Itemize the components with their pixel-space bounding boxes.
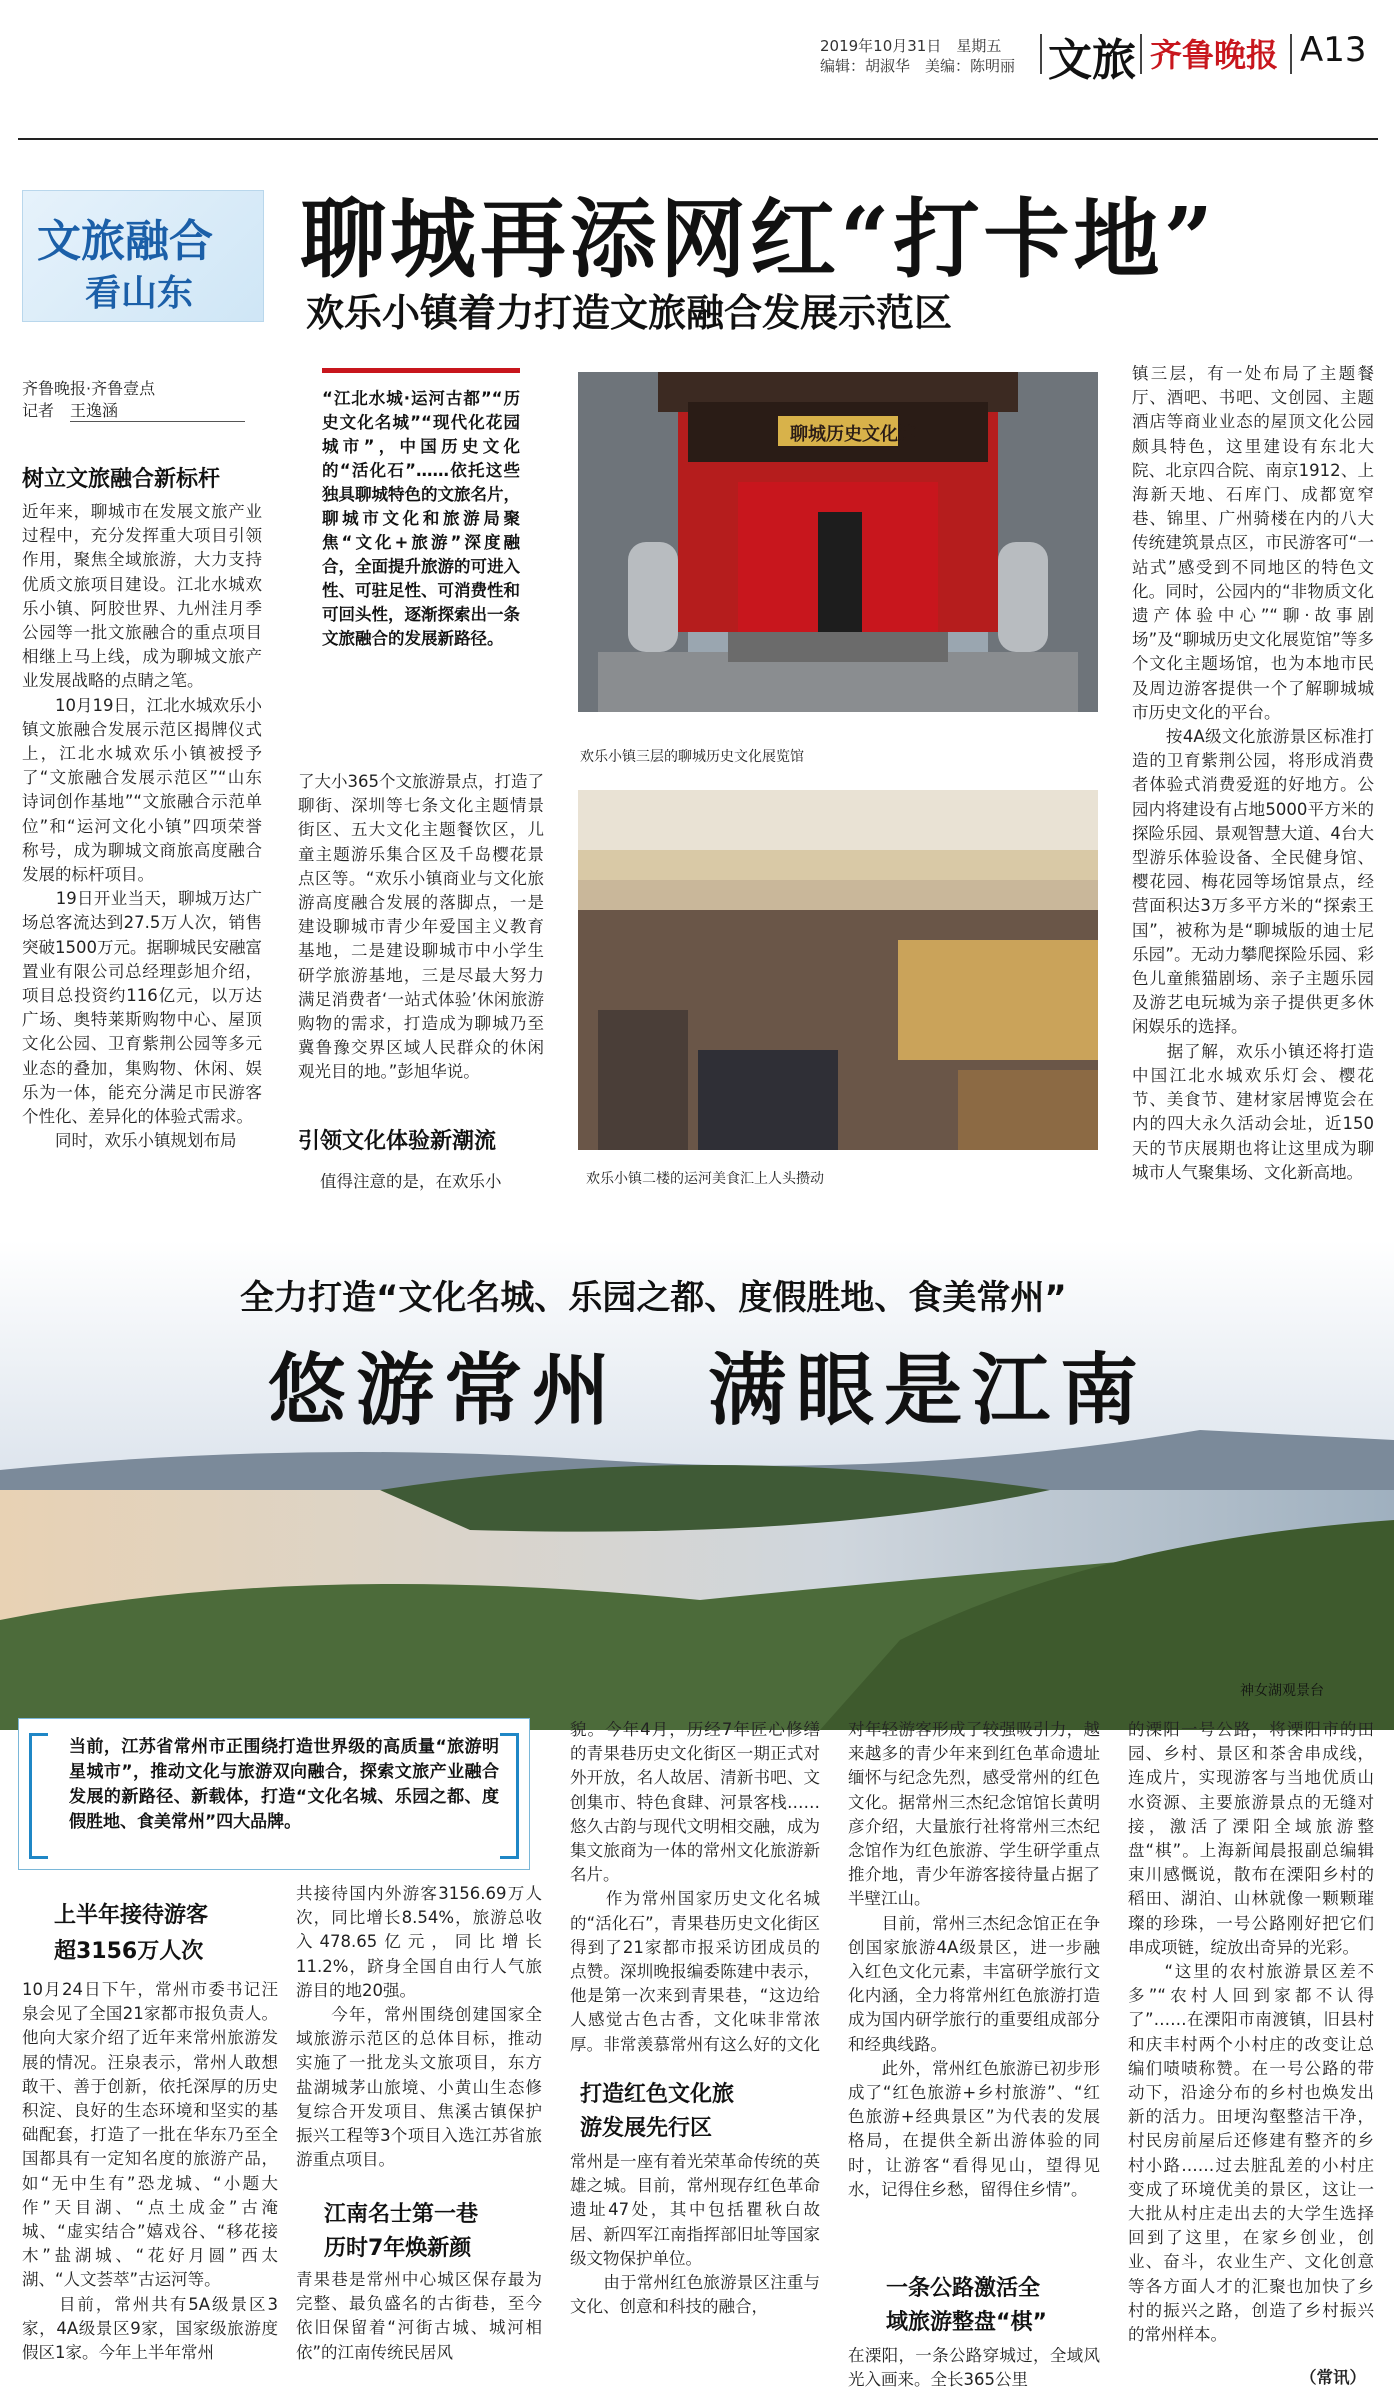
food-hall-illustration [578, 790, 1098, 1150]
intro-bracket-left [29, 1733, 48, 1859]
photo1-caption: 欢乐小镇三层的聊城历史文化展览馆 [580, 749, 804, 765]
article2-intro-box [18, 1718, 530, 1870]
logo-line-1: 文旅融合 [37, 216, 213, 267]
column-logo [22, 190, 264, 322]
article1-headline: 聊城再添网红“打卡地” [300, 189, 1217, 290]
museum-sign: 聊城历史文化馆 [790, 424, 916, 445]
article2-column-2: 共接待国内外游客3156.69万人次，同比增长8.54%，旅游总收入478.65亿元，同比增长11.2%，跻身全国自由行人气旅游目的地20强。 今年，常州围绕创建国家全域旅游示范区的总体目标，推动实施了一批龙头文旅项目，东方盐湖城茅山旅境、小黄山生态修复综合开发项目、焦溪古镇保护振兴工程等3个项目入选江苏省旅游重点项目。 [296, 1884, 542, 2170]
header-divider [1290, 34, 1292, 74]
article2-headline: 悠游常州 满眼是江南 [268, 1345, 1149, 1436]
article2-column-2-tail: 青果巷是常州中心城区保存最为完整、最负盛名的古街巷，至今依旧保留着“河街古城、城河相依”的江南传统民居风 [296, 2270, 542, 2362]
photo2-caption: 欢乐小镇二楼的运河美食汇上人头攒动 [586, 1171, 824, 1187]
intro-bracket-right [500, 1733, 519, 1859]
article2-column-3-tail: 常州是一座有着光荣革命传统的英雄之城。目前，常州现存红色革命遗址47处，其中包括瞿秋白故居、新四军江南指挥部旧址等国家级文物保护单位。 由于常州红色旅游景区注重与文化、创意和科技的融合， [570, 2152, 820, 2317]
article1-section-title: 引领文化体验新潮流 [298, 1129, 497, 1154]
article1-lead-box [322, 368, 520, 753]
museum-gate-photo [578, 372, 1098, 712]
article2-intro: 当前，江苏省常州市正围绕打造世界级的高质量“旅游明星城市”，推动文化与旅游双向融合，探索文旅产业融合发展的新路径、新载体，打造“文化名城、乐园之都、度假胜地、食美常州”四大品牌。 [69, 1737, 499, 1832]
issue-date: 2019年10月31日 星期五 [820, 37, 1002, 55]
article1-column-2-tail: 值得注意的是，在欢乐小 [320, 1172, 502, 1191]
newspaper-brand: 齐鲁晚报 [1150, 36, 1279, 74]
article2-kicker: 全力打造“文化名城、乐园之都、度假胜地、食美常州” [240, 1278, 1067, 1318]
article1-column-2: 了大小365个文旅游景点，打造了聊街、深圳等七条文化主题情景街区、五大文化主题餐饮区，儿童主题游乐集合区及千岛樱花景点区等。“欢乐小镇商业与文化旅游高度融合发展的落脚点，一是建设聊城市青少年爱国主义教育基地，二是建设聊城市中小学生研学旅游基地，三是尽最大努力满足消费者‘一站式体验’休闲旅游购物的需求，打造成为聊城乃至冀鲁豫交界区域人民群众的休闲观光目的地。”彭旭华说。 [298, 772, 544, 1082]
article2-column-1: 10月24日下午，常州市委书记汪泉会见了全国21家都市报负责人。他向大家介绍了近年来常州旅游发展的情况。汪泉表示，常州人敢想敢干、善于创新，依托深厚的历史积淀、良好的生态环境和坚实的基础配套，打造了一批在华东乃至全国都具有一定知名度的旅游产品，如“无中生有”恐龙城、“小题大作”天目湖、“点土成金”古淹城、“虚实结合”嬉戏谷、“移花接木”盐湖城、“花好月圆”西太湖、“人文荟萃”古运河等。 目前，常州共有5A级景区3家，4A级景区9家，国家级旅游度假区1家。今年上半年常州 [22, 1980, 278, 2363]
article2-section-title: 打造红色文化旅 游发展先行区 [580, 2082, 735, 2141]
banner-photo-caption: 神女湖观景台 [1240, 1683, 1324, 1699]
article1-lead: “江北水城·运河古都”“历史文化名城”“现代化花园城市”，中国历史文化的“活化石”……依托这些独具聊城特色的文旅名片，聊城市文化和旅游局聚焦“文化+旅游”深度融合，全面提升旅游的可进入性、可驻足性、可消费性和可回头性，逐渐探索出一条文旅融合的发展新路径。 [322, 389, 520, 648]
header-rule [18, 138, 1378, 140]
article1-section-title: 树立文旅融合新标杆 [22, 467, 221, 492]
header-divider [1040, 34, 1042, 74]
article2-column-4: 对年轻游客形成了较强吸引力，越来越多的青少年来到红色革命遗址缅怀与纪念先烈，感受常州的红色文化。据常州三杰纪念馆馆长黄明彦介绍，大量旅行社将常州三杰纪念馆作为红色旅游、学生研学重点推介地，青少年游客接待量占据了半壁江山。 目前，常州三杰纪念馆正在争创国家旅游4A级景区，进一步融入红色文化元素，丰富研学旅行文化内涵，全力将常州红色旅游打造成为国内研学旅行的重要组成部分和经典线路。 此外，常州红色旅游已初步形成了“红色旅游+乡村旅游”、“红色旅游+经典景区”为代表的发展格局，在提供全新出游体验的同时，让游客“看得见山，望得见水，记得住乡愁，留得住乡情”。 [848, 1720, 1100, 2199]
article2-source: （常讯） [1300, 2368, 1366, 2387]
column-name: 文旅 [1048, 35, 1136, 86]
header-divider [1140, 34, 1142, 74]
article1-column-4: 镇三层，有一处布局了主题餐厅、酒吧、书吧、文创园、主题酒店等商业业态的屋顶文化公园颇具特色，这里建设有东北大院、北京四合院、南京1912、上海新天地、石库门、成都宽窄巷、锦里、广州骑楼在内的八大传统建筑景点区，市民游客可“一站式”感受到不同地区的特色文化。同时，公园内的“非物质文化遗产体验中心”“聊·故事剧场”及“聊城历史文化展览馆”等多个文化主题场馆，也为本地市民及周边游客提供一个了解聊城城市历史文化的平台。 按4A级文化旅游景区标准打造的卫育紫荆公园，将形成消费者体验式消费爱逛的好地方。公园内将建设有占地5000平方米的探险乐园、景观智慧大道、4台大型游乐体验设备、全民健身馆、樱花园、梅花园等场馆景点，经营面积达3万多平方米的“探索王国”，被称为是“聊城版的迪士尼乐园”。无动力攀爬探险乐园、彩色儿童熊猫剧场、亲子主题乐园及游艺电玩城为亲子提供更多休闲娱乐的选择。 据了解，欢乐小镇还将打造中国江北水城欢乐灯会、樱花节、美食节、建材家居博览会在内的四大永久活动会址，近150天的节庆展期也将让这里成为聊城市人气聚集场、文化新高地。 [1132, 364, 1374, 1182]
article2-column-4-tail: 在溧阳，一条公路穿城过，全域风光入画来。全长365公里 [848, 2346, 1100, 2390]
article2-column-5: 的溧阳一号公路，将溧阳市的田园、乡村、景区和茶舍串成线，连成片，实现游客与当地优质山水资源、主要旅游景点的无缝对接，激活了溧阳全域旅游整盘“棋”。上海新闻晨报副总编辑束川感慨说，散布在溧阳乡村的稻田、湖泊、山林就像一颗颗璀璨的珍珠，一号公路刚好把它们串成项链，绽放出奇异的光彩。 “这里的农村旅游景区差不多”“农村人回到家都不认得了”……在溧阳市南渡镇，旧县村和庆丰村两个小村庄的改变让总编们啧啧称赞。在一号公路的带动下，沿途分布的乡村也焕发出新的活力。田埂沟壑整洁干净，村民房前屋后还修建有整齐的乡村小路……过去脏乱差的小村庄变成了环境优美的景区，这让一大批从村庄走出去的大学生选择回到了这里，在家乡创业，创业、奋斗，农业生产、文化创意等各方面人才的汇聚也加快了乡村的振兴之路，创造了乡村振兴的常州样本。 [1128, 1720, 1374, 2345]
page-number: A13 [1300, 30, 1367, 70]
article2-section-title: 江南名士第一巷 历时7年焕新颜 [324, 2202, 479, 2261]
article1-reporter: 记者 王逸涵 [22, 401, 119, 420]
article1-byline: 齐鲁晚报·齐鲁壹点 [22, 379, 156, 398]
article2-column-3: 貌。今年4月，历经7年匠心修缮的青果巷历史文化街区一期正式对外开放，名人故居、清新书吧、文创集市、特色食肆、河景客栈……悠久古韵与现代文明相交融，成为集文旅商为一体的常州文化旅游新名片。 作为常州国家历史文化名城的“活化石”，青果巷历史文化街区得到了21家都市报采访团成员的点赞。深圳晚报编委陈建中表示，他是第一次来到青果巷，“这边给人感觉古色古香，文化味非常浓厚。非常羡慕常州有这么好的文化 [570, 1720, 820, 2054]
article1-subheadline: 欢乐小镇着力打造文旅融合发展示范区 [306, 291, 953, 335]
article2-section-title: 上半年接待游客 超3156万人次 [54, 1903, 209, 1964]
byline-rule [70, 421, 245, 422]
editor-credits: 编辑：胡淑华 美编：陈明丽 [820, 57, 1016, 75]
lake-banner-photo [0, 1240, 1394, 1730]
logo-line-2: 看山东 [85, 272, 194, 314]
article2-section-title: 一条公路激活全 域旅游整盘“棋” [886, 2276, 1047, 2335]
food-hall-photo [578, 790, 1098, 1150]
article1-column-1: 近年来，聊城市在发展文旅产业过程中，充分发挥重大项目引领作用，聚焦全域旅游，大力支持优质文旅项目建设。江北水城欢乐小镇、阿胶世界、九州洼月季公园等一批文旅融合的重点项目相继上马上线，成为聊城文旅产业发展战略的点睛之笔。 10月19日，江北水城欢乐小镇文旅融合发展示范区揭牌仪式上，江北水城欢乐小镇被授予了“文旅融合发展示范区”“山东诗词创作基地”“文旅融合示范单位”和“运河文化小镇”四项荣誉称号，成为聊城文商旅高度融合发展的标杆项目。 19日开业当天，聊城万达广场总客流达到27.5万人次，销售突破1500万元。据聊城民安融富置业有限公司总经理彭旭介绍，项目总投资约116亿元，以万达广场、奥特莱斯购物中心、屋顶文化公园、卫育紫荆公园等多元业态的叠加，集购物、休闲、娱乐为一体，能充分满足市民游客个性化、差异化的体验式需求。 同时，欢乐小镇规划布局 [22, 502, 262, 1151]
